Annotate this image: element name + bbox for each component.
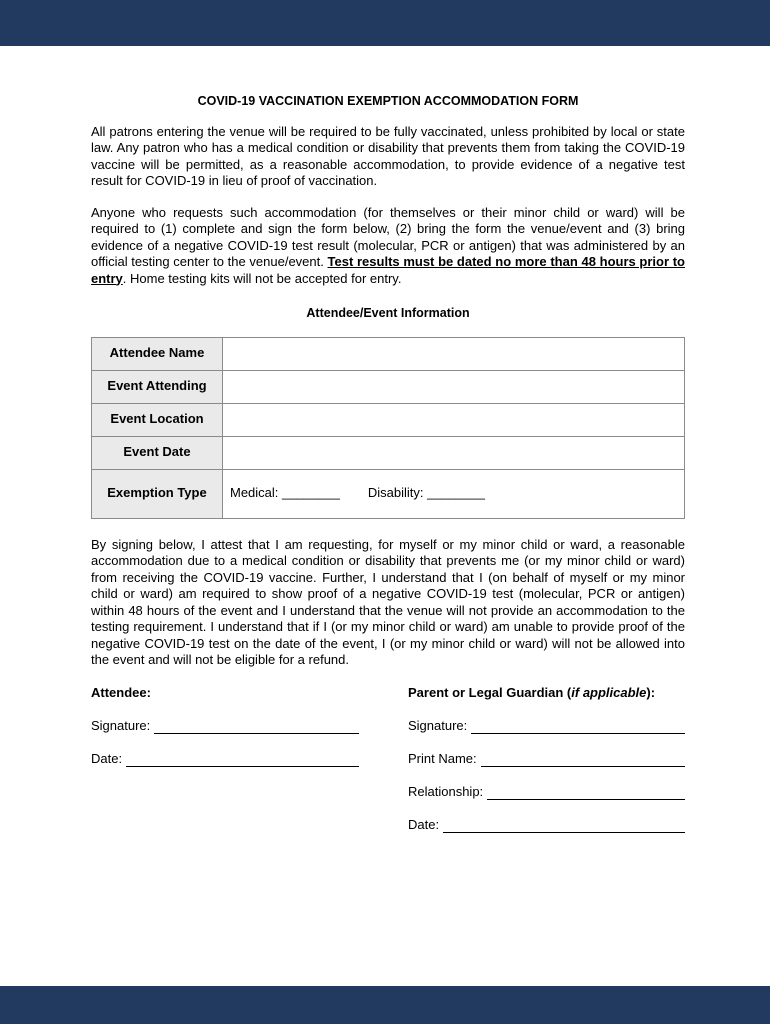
guardian-signature-row — [408, 718, 685, 734]
disability-option[interactable]: Disability: ________ — [367, 485, 485, 501]
attendee-signature-label: Signature: — [91, 717, 151, 733]
event-location-label: Event Location — [92, 403, 223, 436]
requirements-emphasis: Test results must be dated no more than 48 hours prior to entry — [91, 254, 685, 286]
event-attending-field[interactable] — [223, 370, 685, 403]
guardian-heading-suffix: ): — [646, 684, 656, 700]
guardian-print-name-label: Print Name: — [408, 750, 477, 766]
guardian-date-line[interactable] — [443, 820, 685, 833]
attestation-paragraph: By signing below, I attest that I am requesting, for myself or my minor child or ward, a reasonable accommodation due to a medical condition or disability that prevents me (or my minor child or ward) from receiving the COVID-19 vaccine. Further, I understand that I (on behalf of myself or my minor child or ward) am required to show proof of a negative COVID-19 test (molecular, PCR or antigen) within 48 hours of the event and I understand that the venue will not provide an accommodation to the testing requirement. I understand that if I (or my minor child or ward) am unable to provide proof of the negative COVID-19 test on the date of the event, I (or my minor child or ward) will not be allowed into the event and will not be eligible for a refund. — [91, 536, 685, 667]
requirements-text: Anyone who requests such accommodation (for themselves or their minor child or ward) will be required to (1) complete and sign the form below, (2) bring the form the venue/event and (3) bring evidence of a negative COVID-19 test result (molecular, PCR or antigen) that was administered by an official testing center to the venue/event. — [91, 204, 685, 269]
guardian-heading-italic: if applicable — [571, 684, 647, 700]
attendee-date-line[interactable] — [126, 754, 359, 767]
guardian-column — [408, 685, 685, 833]
requirements-paragraph — [91, 205, 685, 288]
attendee-heading: Attendee: — [91, 684, 151, 700]
attendee-column — [91, 685, 359, 767]
guardian-heading — [408, 685, 685, 701]
event-date-field[interactable] — [223, 436, 685, 469]
attendee-name-label: Attendee Name — [92, 337, 223, 370]
exemption-type-label: Exemption Type — [92, 469, 223, 518]
guardian-print-name-line[interactable] — [481, 754, 685, 767]
attendee-signature-row — [91, 718, 359, 734]
guardian-relationship-row — [408, 784, 685, 800]
header-band — [0, 0, 770, 46]
guardian-date-label: Date: — [408, 816, 440, 832]
section-title: Attendee/Event Information — [306, 306, 470, 320]
attendee-date-row — [91, 751, 359, 767]
attendee-signature-line[interactable] — [154, 721, 359, 734]
guardian-signature-label: Signature: — [408, 717, 468, 733]
guardian-relationship-line[interactable] — [487, 787, 685, 800]
guardian-date-row — [408, 817, 685, 833]
attendee-name-field[interactable] — [223, 337, 685, 370]
table-row — [92, 403, 685, 436]
table-row — [92, 469, 685, 518]
table-row — [92, 436, 685, 469]
event-location-field[interactable] — [223, 403, 685, 436]
table-row — [92, 337, 685, 370]
requirements-tail: . Home testing kits will not be accepted for entry. — [122, 270, 402, 286]
event-date-label: Event Date — [92, 436, 223, 469]
table-row — [92, 370, 685, 403]
guardian-print-name-row — [408, 751, 685, 767]
attendee-event-table — [91, 337, 685, 519]
intro-paragraph: All patrons entering the venue will be required to be fully vaccinated, unless prohibited by local or state law. Any patron who has a medical condition or disability that prevents them from taking the COVID-19 vaccine will be permitted, as a reasonable accommodation, to provide evidence of a negative test result for COVID-19 in lieu of proof of vaccination. — [91, 123, 685, 188]
form-page — [91, 93, 685, 845]
footer-band — [0, 986, 770, 1024]
event-attending-label: Event Attending — [92, 370, 223, 403]
attendee-date-label: Date: — [91, 750, 123, 766]
guardian-heading-prefix: Parent or Legal Guardian ( — [408, 684, 572, 700]
medical-option[interactable]: Medical: ________ — [230, 485, 340, 501]
exemption-type-field — [223, 469, 685, 518]
guardian-relationship-label: Relationship: — [408, 783, 484, 799]
guardian-signature-line[interactable] — [471, 721, 685, 734]
form-title: COVID-19 VACCINATION EXEMPTION ACCOMMODATION FORM — [197, 94, 579, 108]
signature-section — [91, 685, 685, 845]
